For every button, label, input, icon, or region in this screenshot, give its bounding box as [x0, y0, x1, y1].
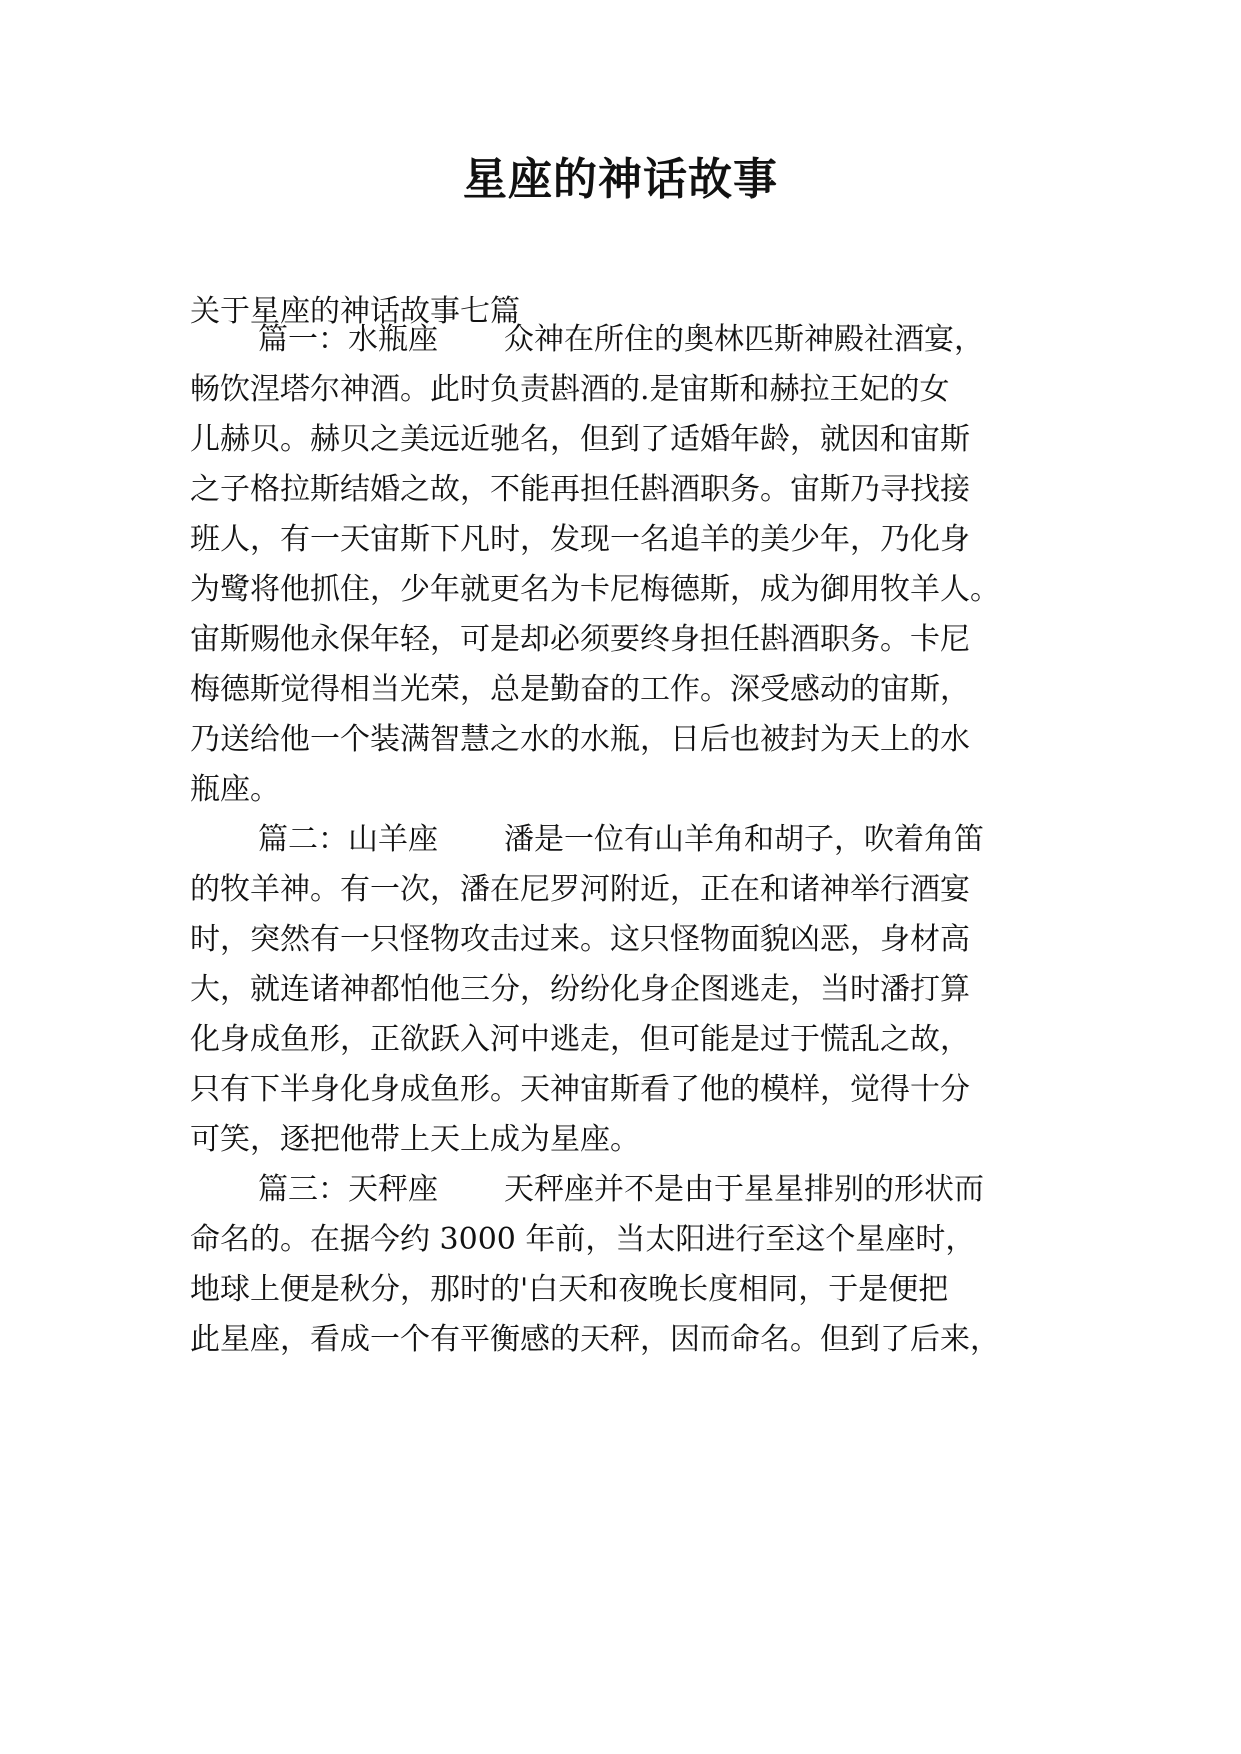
paragraph-line: 宙斯赐他永保年轻，可是却必须要终身担任斟酒职务。卡尼	[190, 622, 970, 657]
paragraph-line: 的牧羊神。有一次，潘在尼罗河附近，正在和诸神举行酒宴	[190, 872, 970, 907]
paragraph-line: 众神在所住的奥林匹斯神殿社酒宴，	[504, 322, 984, 357]
paragraph-line: 大，就连诸神都怕他三分，纷纷化身企图逃走，当时潘打算	[190, 972, 970, 1007]
section-3-first-line	[258, 1168, 984, 1212]
section-2-heading: 篇二：山羊座	[258, 822, 438, 857]
page-title: 星座的神话故事	[463, 154, 778, 205]
paragraph-line: 乃送给他一个装满智慧之水的水瓶，日后也被封为天上的水	[190, 722, 970, 757]
paragraph-line: 此星座，看成一个有平衡感的天秤，因而命名。但到了后来，	[190, 1322, 1000, 1357]
paragraph-line: 可笑，逐把他带上天上成为星座。	[190, 1122, 640, 1157]
section-3-heading: 篇三：天秤座	[258, 1172, 438, 1207]
paragraph-line: 畅饮涅塔尔神酒。此时负责斟酒的.是宙斯和赫拉王妃的女	[190, 372, 950, 407]
section-1-heading: 篇一：水瓶座	[258, 322, 438, 357]
section-1-first-line	[258, 318, 984, 362]
paragraph-line: 梅德斯觉得相当光荣，总是勤奋的工作。深受感动的宙斯，	[190, 672, 970, 707]
paragraph-line: 地球上便是秋分，那时的'白天和夜晚长度相同，于是便把	[190, 1272, 949, 1307]
paragraph-line: 天秤座并不是由于星星排别的形状而	[504, 1172, 984, 1207]
section-2-first-line	[258, 818, 984, 862]
document-subtitle: 关于星座的神话故事七篇	[190, 294, 520, 329]
paragraph-line: 儿赫贝。赫贝之美远近驰名，但到了适婚年龄，就因和宙斯	[190, 422, 970, 457]
paragraph-line: 瓶座。	[190, 772, 280, 807]
paragraph-line: 之子格拉斯结婚之故，不能再担任斟酒职务。宙斯乃寻找接	[190, 472, 970, 507]
paragraph-line: 班人，有一天宙斯下凡时，发现一名追羊的美少年，乃化身	[190, 522, 970, 557]
paragraph-line: 命名的。在据今约 3000 年前，当太阳进行至这个星座时，	[190, 1222, 976, 1257]
paragraph-line: 为鹭将他抓住，少年就更名为卡尼梅德斯，成为御用牧羊人。	[190, 572, 1000, 607]
paragraph-line: 只有下半身化身成鱼形。天神宙斯看了他的模样，觉得十分	[190, 1072, 970, 1107]
paragraph-line: 潘是一位有山羊角和胡子，吹着角笛	[504, 822, 984, 857]
paragraph-line: 时，突然有一只怪物攻击过来。这只怪物面貌凶恶，身材高	[190, 922, 970, 957]
paragraph-line: 化身成鱼形，正欲跃入河中逃走，但可能是过于慌乱之故，	[190, 1022, 970, 1057]
